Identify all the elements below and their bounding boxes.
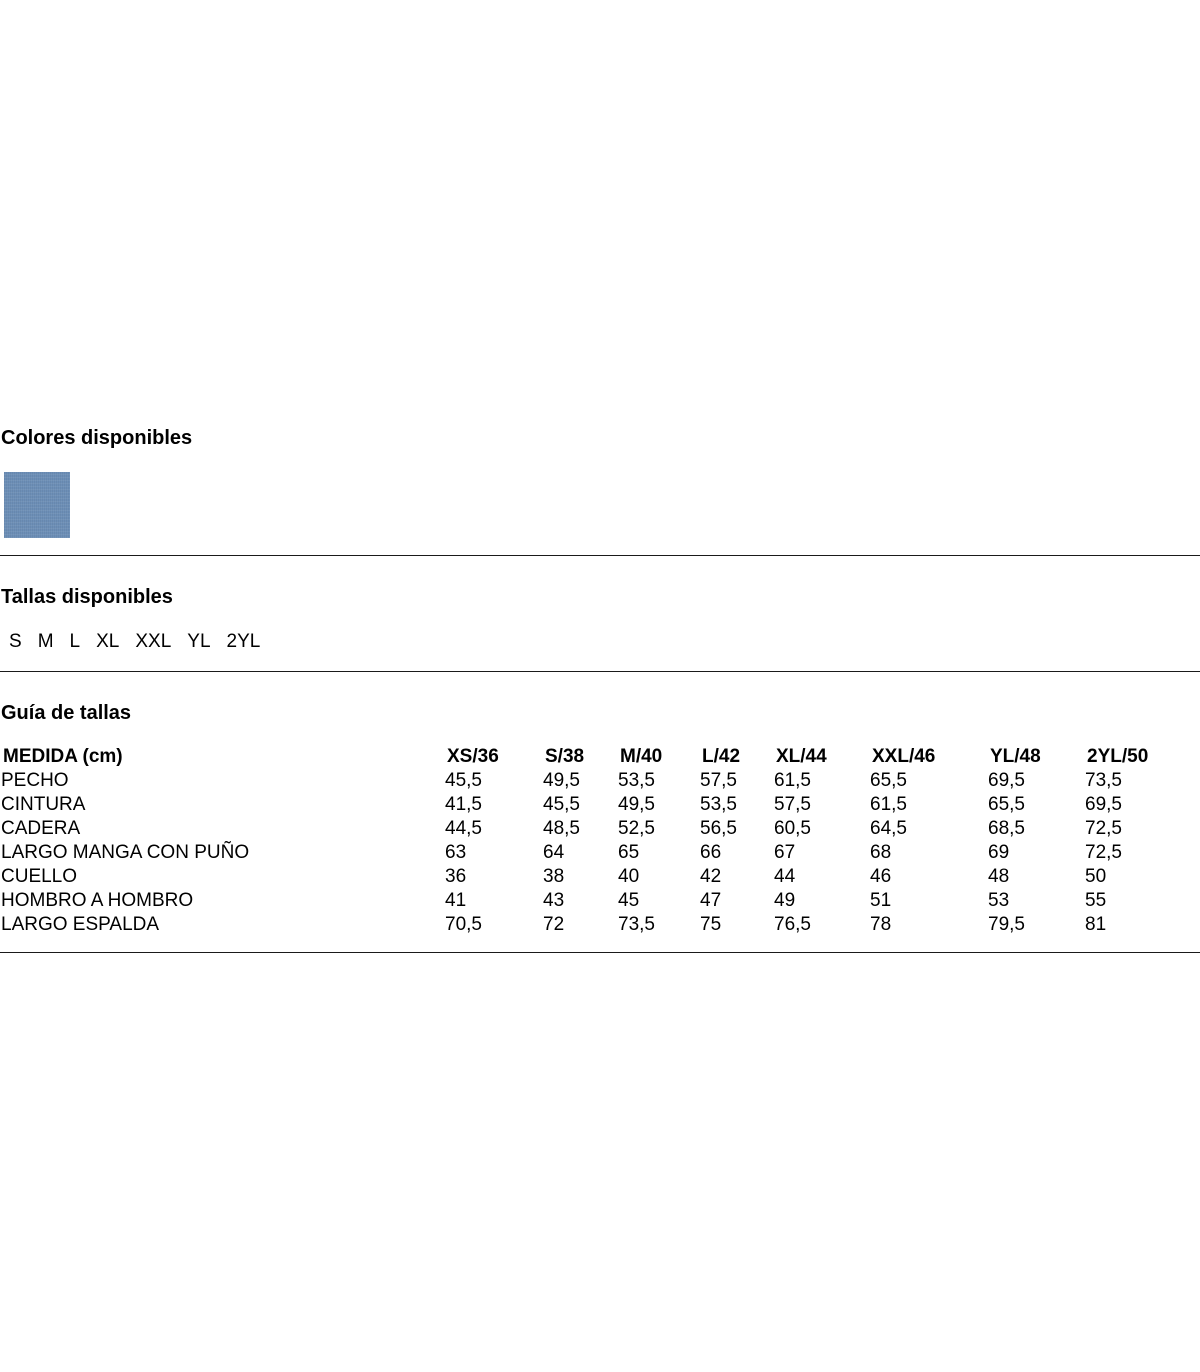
table-row	[0, 769, 1200, 793]
column-header-size: S/38	[545, 746, 585, 767]
measure-value: 70,5	[445, 914, 482, 935]
measure-value: 73,5	[618, 914, 655, 935]
table-row	[0, 793, 1200, 817]
size-option[interactable]: YL	[187, 631, 211, 652]
measure-value: 65,5	[870, 770, 907, 791]
size-option[interactable]: S	[9, 631, 22, 652]
table-row	[0, 841, 1200, 865]
measure-value: 75	[700, 914, 722, 935]
size-guide-title: Guía de tallas	[1, 702, 132, 724]
measure-value: 49	[774, 890, 796, 911]
measure-value: 78	[870, 914, 892, 935]
column-header-size: 2YL/50	[1087, 746, 1149, 767]
measure-value: 49,5	[618, 794, 655, 815]
measure-value: 44,5	[445, 818, 482, 839]
measure-value: 55	[1085, 890, 1107, 911]
size-list	[9, 631, 276, 653]
table-row	[0, 817, 1200, 841]
column-header-size: L/42	[702, 746, 741, 767]
measure-value: 60,5	[774, 818, 811, 839]
measure-value: 51	[870, 890, 892, 911]
measure-value: 68,5	[988, 818, 1025, 839]
color-swatch-blue[interactable]	[4, 472, 70, 538]
table-row	[0, 865, 1200, 889]
measure-label: CUELLO	[1, 866, 78, 887]
measure-value: 72	[543, 914, 565, 935]
measure-value: 47	[700, 890, 722, 911]
measure-value: 63	[445, 842, 467, 863]
measure-value: 64,5	[870, 818, 907, 839]
measure-value: 45,5	[445, 770, 482, 791]
measure-value: 73,5	[1085, 770, 1122, 791]
section-divider	[0, 952, 1200, 953]
table-header-row	[0, 745, 1200, 769]
measure-label: CINTURA	[1, 794, 86, 815]
measure-value: 66	[700, 842, 722, 863]
measure-value: 67	[774, 842, 796, 863]
colors-title: Colores disponibles	[1, 427, 193, 449]
measure-value: 57,5	[774, 794, 811, 815]
column-header-size: YL/48	[990, 746, 1041, 767]
measure-value: 65	[618, 842, 640, 863]
measure-value: 48,5	[543, 818, 580, 839]
measure-value: 41,5	[445, 794, 482, 815]
size-option[interactable]: M	[37, 631, 54, 652]
measure-value: 44	[774, 866, 796, 887]
measure-value: 41	[445, 890, 467, 911]
section-divider	[0, 555, 1200, 556]
measure-value: 52,5	[618, 818, 655, 839]
column-header-size: XL/44	[776, 746, 827, 767]
size-guide-table	[0, 745, 1200, 937]
measure-value: 53	[988, 890, 1010, 911]
table-row	[0, 913, 1200, 937]
size-option[interactable]: XL	[96, 631, 120, 652]
measure-value: 72,5	[1085, 818, 1122, 839]
measure-value: 68	[870, 842, 892, 863]
measure-value: 81	[1085, 914, 1107, 935]
measure-label: HOMBRO A HOMBRO	[1, 890, 194, 911]
measure-value: 65,5	[988, 794, 1025, 815]
measure-value: 64	[543, 842, 565, 863]
measure-value: 53,5	[700, 794, 737, 815]
measure-label: PECHO	[1, 770, 69, 791]
measure-value: 40	[618, 866, 640, 887]
section-divider	[0, 671, 1200, 672]
size-option[interactable]: L	[69, 631, 81, 652]
measure-value: 72,5	[1085, 842, 1122, 863]
measure-value: 61,5	[870, 794, 907, 815]
measure-value: 50	[1085, 866, 1107, 887]
measure-value: 57,5	[700, 770, 737, 791]
column-header-size: XXL/46	[872, 746, 936, 767]
measure-value: 69	[988, 842, 1010, 863]
measure-value: 53,5	[618, 770, 655, 791]
measure-value: 69,5	[988, 770, 1025, 791]
measure-value: 69,5	[1085, 794, 1122, 815]
measure-value: 56,5	[700, 818, 737, 839]
measure-value: 46	[870, 866, 892, 887]
measure-value: 43	[543, 890, 565, 911]
measure-label: LARGO MANGA CON PUÑO	[1, 842, 250, 863]
measure-value: 36	[445, 866, 467, 887]
measure-value: 48	[988, 866, 1010, 887]
column-header-size: M/40	[620, 746, 663, 767]
measure-value: 45,5	[543, 794, 580, 815]
measure-value: 49,5	[543, 770, 580, 791]
measure-value: 42	[700, 866, 722, 887]
measure-value: 38	[543, 866, 565, 887]
measure-value: 61,5	[774, 770, 811, 791]
measure-label: LARGO ESPALDA	[1, 914, 160, 935]
measure-label: CADERA	[1, 818, 81, 839]
size-option[interactable]: 2YL	[226, 631, 261, 652]
measure-value: 76,5	[774, 914, 811, 935]
measure-value: 45	[618, 890, 640, 911]
table-row	[0, 889, 1200, 913]
measure-value: 79,5	[988, 914, 1025, 935]
sizes-title: Tallas disponibles	[1, 586, 173, 608]
column-header-measure: MEDIDA (cm)	[3, 746, 123, 767]
column-header-size: XS/36	[447, 746, 499, 767]
size-option[interactable]: XXL	[135, 631, 172, 652]
